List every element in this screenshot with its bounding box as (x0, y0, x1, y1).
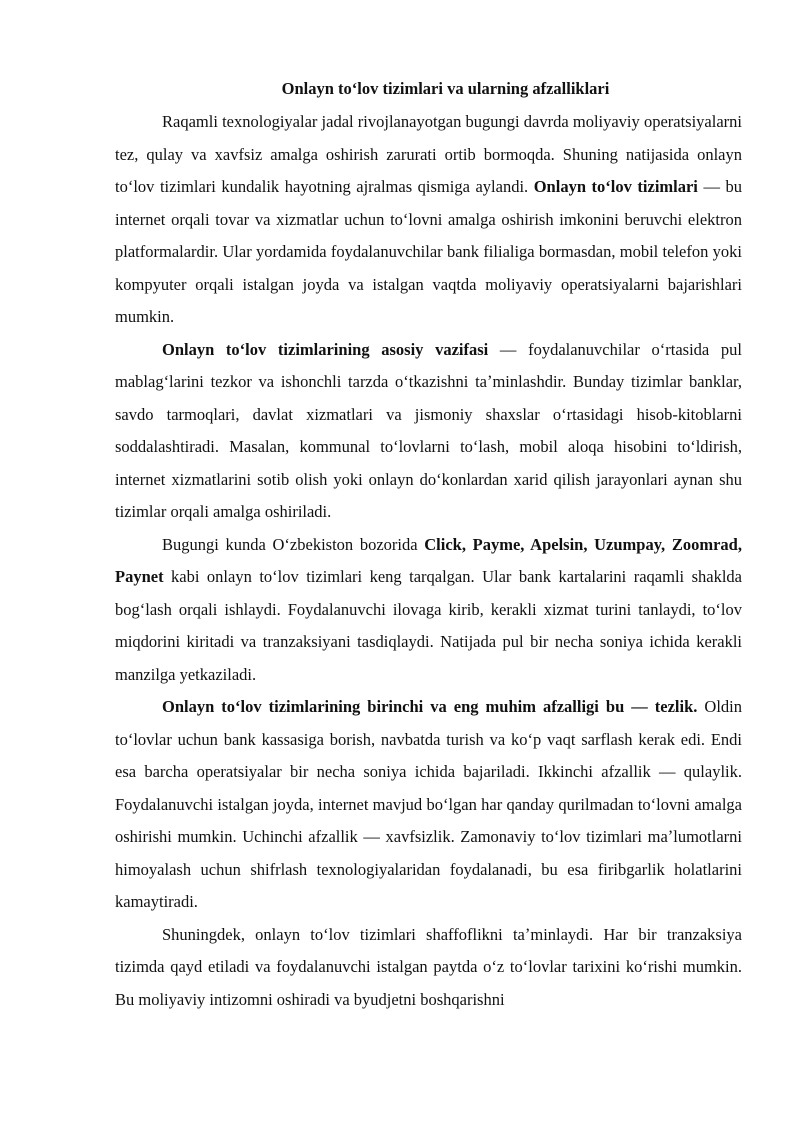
paragraph-bold-term: Click, Payme, Apelsin, Uzumpay, Zoomrad, Paynet (115, 534, 742, 586)
paragraph-text: Raqamli texnologiyalar jadal rivojlanayotgan bugungi davrda moliyaviy operatsiyalarni tez, qulay va xavfsiz amalga oshirish zarurati ortib bormoqda. Shuning natijasida onlayn toʻlov tizimlari kundalik hayotning ajralmas qismiga aylandi. (115, 112, 742, 196)
paragraph-advantages (115, 691, 742, 919)
paragraph-transparency (115, 919, 742, 1017)
paragraph-main-function (115, 334, 742, 529)
paragraph-bold-term: Onlayn toʻlov tizimlari (533, 177, 698, 196)
paragraph-text: — foydalanuvchilar oʻrtasida pul mablagʻlarini tezkor va ishonchli tarzda oʻtkazishni taʼminlashdir. Bunday tizimlar banklar, savdo tarmoqlari, davlat xizmatlari va jismoniy shaxslar oʻrtasidagi hisob-kitoblarni soddalashtiradi. Masalan, kommunal toʻlovlarni toʻlash, mobil aloqa hisobini toʻldirish, internet xizmatlarini sotib olish yoki onlayn doʻkonlardan xarid qilish jarayonlari aynan shu tizimlar orqali amalga oshiriladi. (115, 339, 742, 521)
paragraph-text: Bugungi kunda Oʻzbekiston bozorida (162, 534, 425, 554)
paragraph-text: kabi onlayn toʻlov tizimlari keng tarqalgan. Ular bank kartalarini raqamli shaklda bogʻlash orqali ishlaydi. Foydalanuvchi ilovaga kirib, kerakli xizmat turini tanlaydi, toʻlov miqdorini kiritadi va tranzaksiyani tasdiqlaydi. Natijada pul bir necha soniya ichida kerakli manzilga yetkaziladi. (115, 567, 742, 684)
paragraph-text: Oldin toʻlovlar uchun bank kassasiga borish, navbatda turish va koʻp vaqt sarflash kerak edi. Endi esa barcha operatsiyalar bir necha soniya ichida bajariladi. Ikkinchi afzallik — qulaylik. Foydalanuvchi istalgan joyda, internet mavjud boʻlgan har qanday qurilmadan toʻlovni amalga oshirishi mumkin. Uchinchi afzallik — xavfsizlik. Zamonaviy toʻlov tizimlari maʼlumotlarni himoyalash uchun shifrlash texnologiyalaridan foydalanadi, bu esa firibgarlik holatlarini kamaytiradi. (115, 697, 742, 911)
paragraph-text: — bu internet orqali tovar va xizmatlar uchun toʻlovni amalga oshirish imkonini beruvchi elektron platformalardir. Ular yordamida foydalanuvchilar bank filialiga bormasdan, mobil telefon yoki kompyuter orqali istalgan joyda va istalgan vaqtda moliyaviy operatsiyalarni bajarishlari mumkin. (115, 177, 742, 326)
paragraph-intro (115, 106, 742, 334)
paragraph-text: Shuningdek, onlayn toʻlov tizimlari shaffoflikni taʼminlaydi. Har bir tranzaksiya tizimda qayd etiladi va foydalanuvchi istalgan paytda oʻz toʻlovlar tarixini koʻrishi mumkin. Bu moliyaviy intizomni oshiradi va byudjetni boshqarishni (115, 924, 742, 1009)
paragraph-bold-term: Onlayn toʻlov tizimlarining asosiy vazifasi (162, 339, 489, 359)
paragraph-uzbekistan-market (115, 529, 742, 692)
paragraph-bold-term: Onlayn toʻlov tizimlarining birinchi va eng muhim afzalligi bu — tezlik. (162, 697, 698, 716)
document-page (115, 72, 742, 1016)
document-title: Onlayn toʻlov tizimlari va ularning afzalliklari (281, 79, 610, 98)
